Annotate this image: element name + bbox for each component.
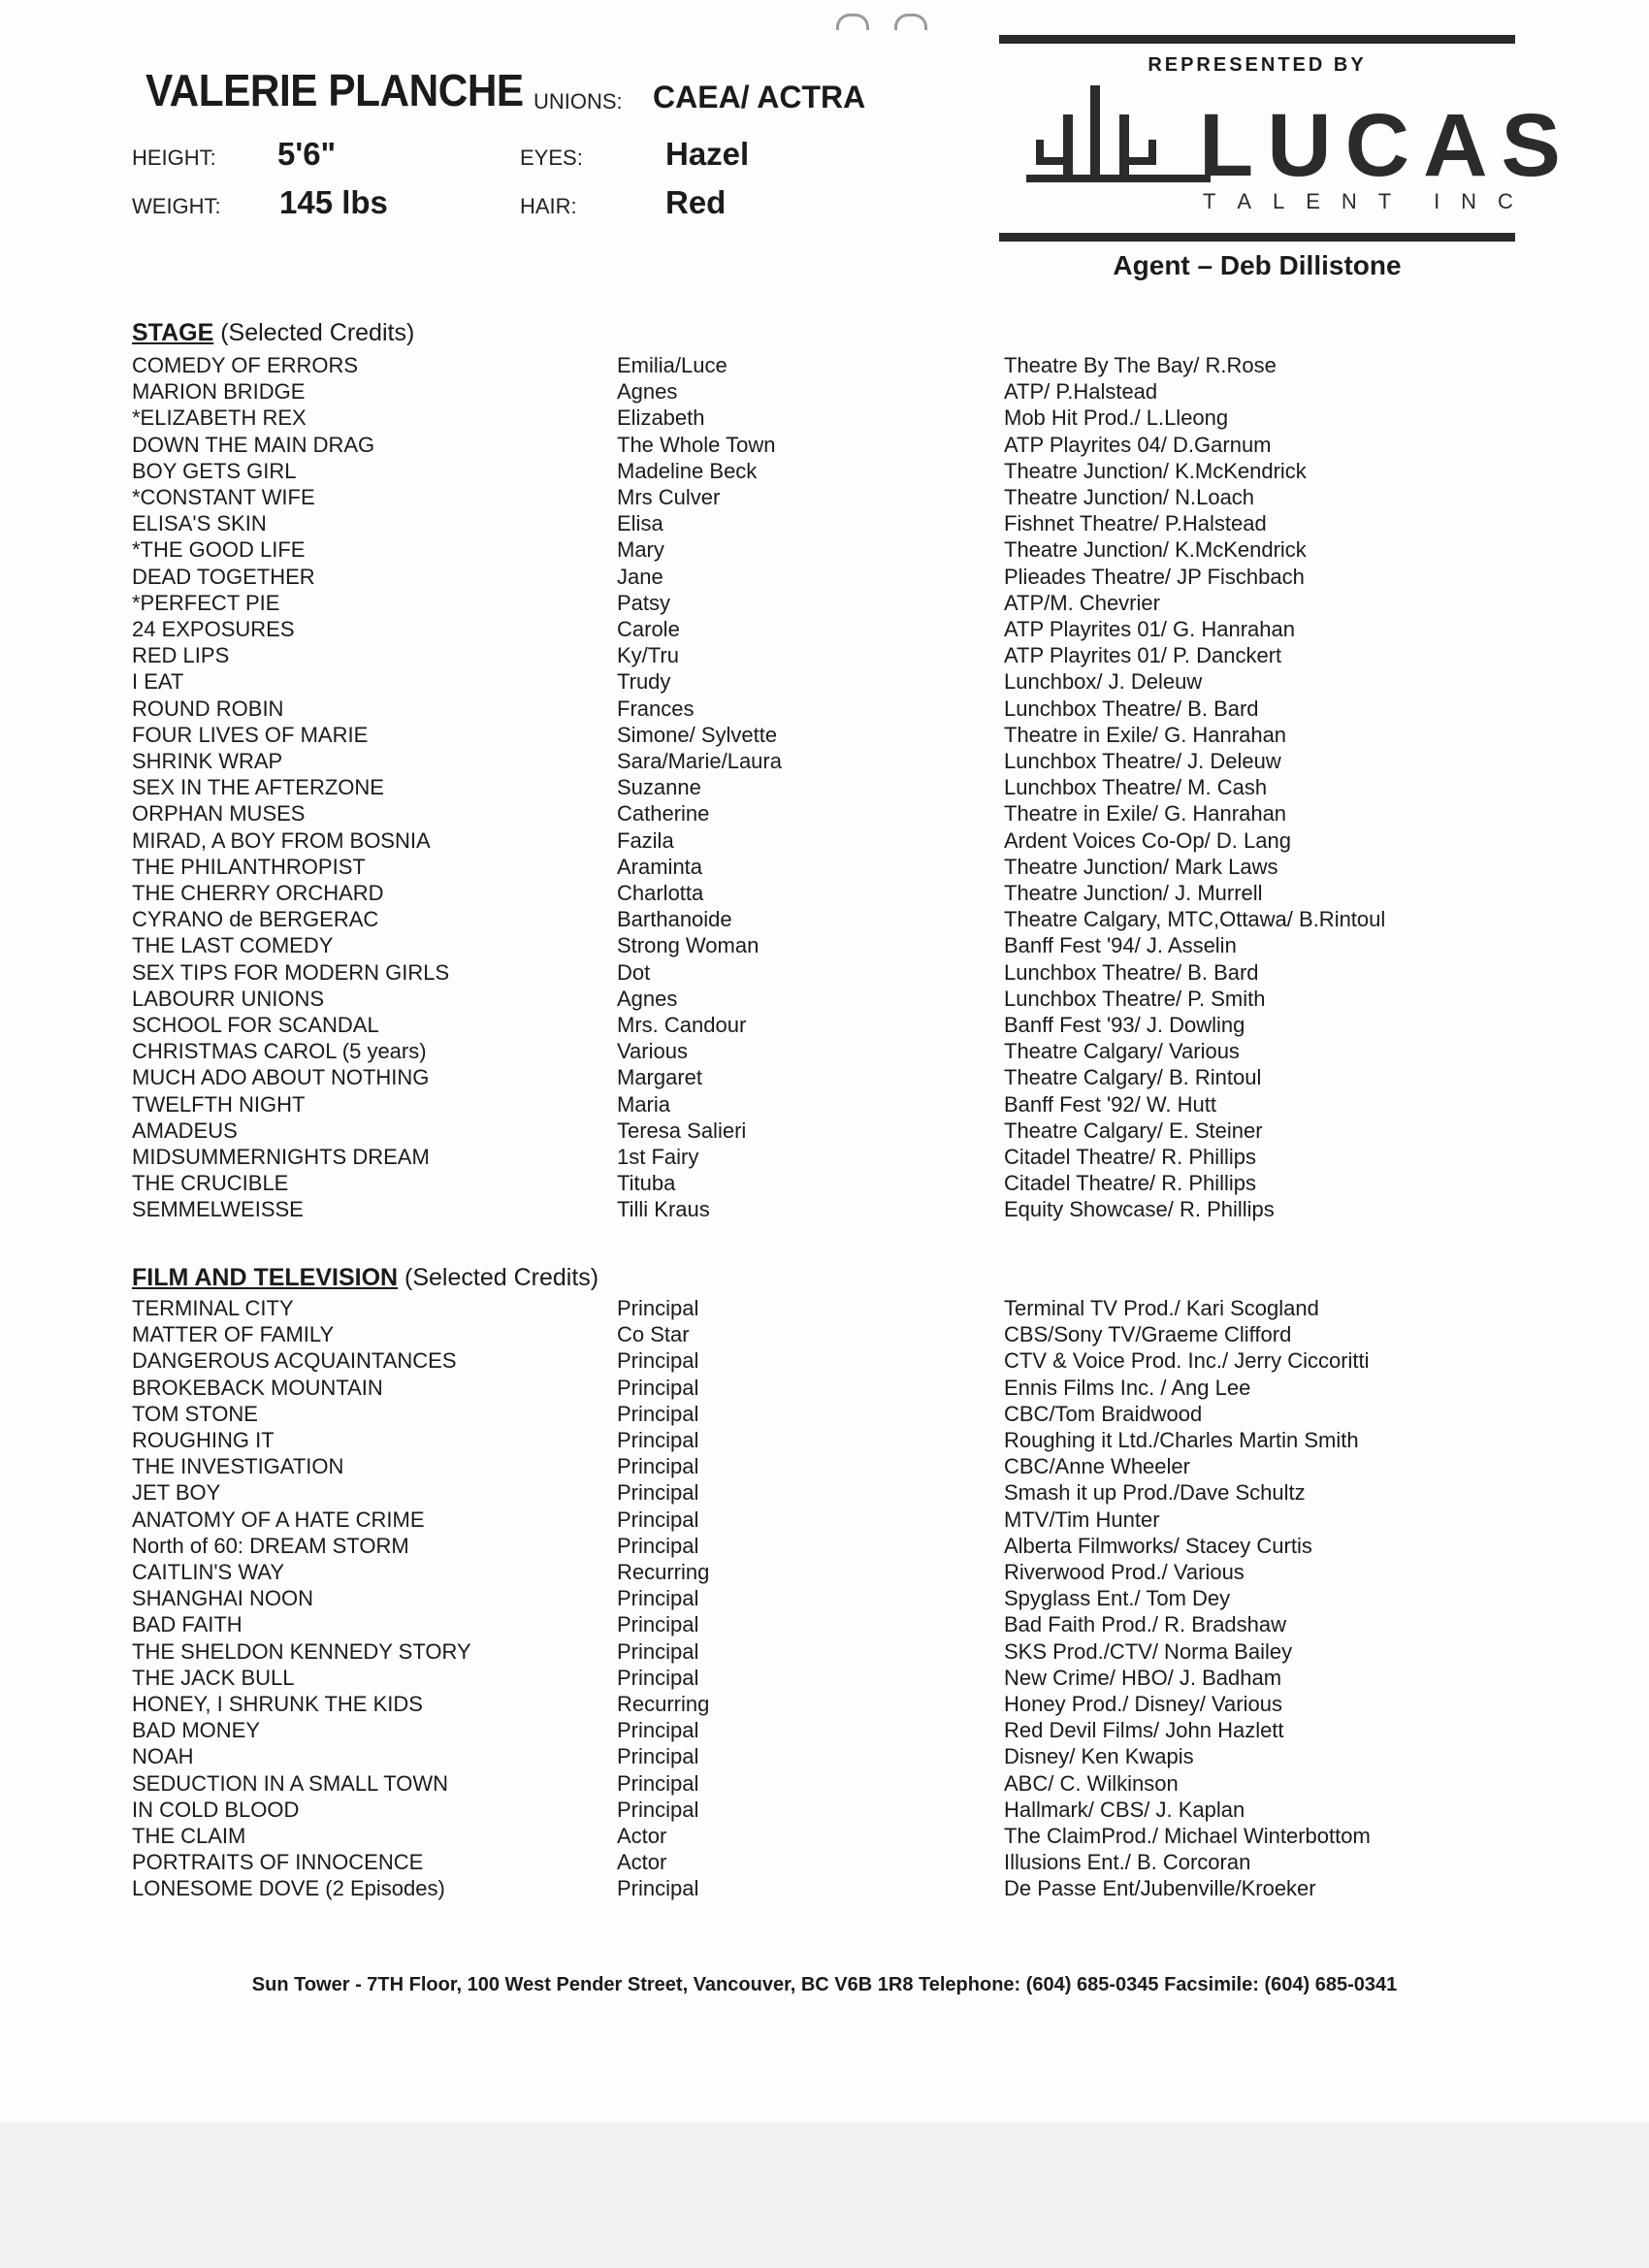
credit-role: 1st Fairy	[617, 1145, 699, 1169]
credit-row	[0, 828, 1649, 855]
credit-role: Principal	[617, 1533, 699, 1558]
eyes-value: Hazel	[665, 136, 750, 172]
credit-company: Fishnet Theatre/ P.Halstead	[1004, 511, 1267, 536]
credit-row	[0, 617, 1649, 643]
credit-row	[0, 1348, 1649, 1375]
credit-role: Principal	[617, 1665, 699, 1690]
credit-row	[0, 801, 1649, 827]
credit-row	[0, 1798, 1649, 1824]
credit-company: New Crime/ HBO/ J. Badham	[1004, 1665, 1282, 1690]
credit-company: Theatre Calgary, MTC,Ottawa/ B.Rintoul	[1004, 907, 1386, 932]
credit-title: HONEY, I SHRUNK THE KIDS	[132, 1692, 423, 1716]
credit-company: Honey Prod./ Disney/ Various	[1004, 1692, 1282, 1716]
credit-row	[0, 379, 1649, 405]
scan-bottom-edge	[0, 2122, 1649, 2268]
credit-role: The Whole Town	[617, 432, 776, 457]
credit-role: Frances	[617, 696, 695, 721]
credit-title: SCHOOL FOR SCANDAL	[132, 1013, 379, 1037]
credit-company: De Passe Ent/Jubenville/Kroeker	[1004, 1876, 1316, 1901]
credit-company: Theatre Calgary/ B. Rintoul	[1004, 1065, 1262, 1090]
actor-name: VALERIE PLANCHE	[146, 65, 524, 115]
credit-row	[0, 433, 1649, 459]
credit-company: MTV/Tim Hunter	[1004, 1507, 1160, 1532]
credit-row	[0, 1666, 1649, 1692]
credit-title: CYRANO de BERGERAC	[132, 907, 379, 932]
credit-title: ELISA'S SKIN	[132, 511, 267, 536]
credit-company: Theatre Calgary/ E. Steiner	[1004, 1118, 1263, 1143]
credit-role: Principal	[617, 1612, 699, 1637]
credit-row	[0, 643, 1649, 669]
credit-company: The ClaimProd./ Michael Winterbottom	[1004, 1824, 1371, 1848]
credit-title: SEX TIPS FOR MODERN GIRLS	[132, 959, 450, 985]
credit-role: Agnes	[617, 379, 678, 405]
credit-role: Madeline Beck	[617, 458, 758, 483]
credit-company: Citadel Theatre/ R. Phillips	[1004, 1171, 1257, 1196]
credit-title: 24 EXPOSURES	[132, 617, 295, 641]
credit-title: ANATOMY OF A HATE CRIME	[132, 1507, 425, 1532]
credit-row	[0, 1402, 1649, 1428]
credit-row	[0, 1013, 1649, 1039]
stage-heading: STAGE	[132, 319, 214, 346]
eyes-label: EYES:	[520, 146, 583, 170]
credit-row	[0, 1480, 1649, 1507]
credit-row	[0, 1065, 1649, 1091]
credit-row	[0, 353, 1649, 379]
credit-company: Lunchbox Theatre/ J. Deleuw	[1004, 749, 1281, 773]
credit-row	[0, 1118, 1649, 1145]
credit-company: Theatre By The Bay/ R.Rose	[1004, 353, 1277, 377]
credit-company: Theatre Junction/ N.Loach	[1004, 485, 1255, 509]
credit-role: Principal	[617, 1348, 699, 1374]
credit-company: Lunchbox Theatre/ B. Bard	[1004, 959, 1259, 985]
credit-title: CHRISTMAS CAROL (5 years)	[132, 1039, 427, 1064]
credit-company: ATP Playrites 01/ P. Danckert	[1004, 643, 1282, 668]
credit-row	[0, 1560, 1649, 1586]
credit-role: Araminta	[617, 854, 703, 879]
unions-label: UNIONS:	[534, 89, 623, 113]
credit-role: Various	[617, 1039, 688, 1064]
film-subheading: (Selected Credits)	[398, 1264, 599, 1291]
credit-role: Principal	[617, 1375, 699, 1400]
credit-role: Strong Woman	[617, 933, 760, 958]
credit-title: I EAT	[132, 669, 184, 695]
credit-company: Theatre Calgary/ Various	[1004, 1039, 1240, 1064]
credit-company: Theatre Junction/ J. Murrell	[1004, 881, 1263, 905]
credit-title: ORPHAN MUSES	[132, 801, 306, 826]
credit-title: BOY GETS GIRL	[132, 458, 297, 483]
credit-role: Mrs Culver	[617, 485, 721, 509]
credit-company: CBS/Sony TV/Graeme Clifford	[1004, 1322, 1292, 1347]
credit-role: Teresa Salieri	[617, 1118, 747, 1143]
credit-role: Principal	[617, 1480, 699, 1506]
credit-title: BAD FAITH	[132, 1612, 242, 1637]
credit-role: Tituba	[617, 1171, 676, 1196]
agency-address-footer: Sun Tower - 7TH Floor, 100 West Pender Street, Vancouver, BC V6B 1R8 Telephone: (604) 685-0345 Facsimile: (604) 685-0341	[251, 1974, 1398, 1995]
credit-row	[0, 1824, 1649, 1850]
credit-title: BAD MONEY	[132, 1718, 261, 1743]
credit-title: AMADEUS	[132, 1118, 238, 1143]
credit-title: COMEDY OF ERRORS	[132, 353, 359, 377]
credit-company: Equity Showcase/ R. Phillips	[1004, 1197, 1275, 1222]
credit-company: CBC/Anne Wheeler	[1004, 1454, 1190, 1479]
credit-title: THE INVESTIGATION	[132, 1454, 344, 1479]
lucas-logo-mark-icon	[1026, 85, 1211, 194]
credit-row	[0, 1454, 1649, 1480]
credit-company: Theatre Junction/ Mark Laws	[1004, 854, 1278, 879]
credit-row	[0, 485, 1649, 511]
credit-role: Trudy	[617, 669, 671, 695]
credit-title: MATTER OF FAMILY	[132, 1322, 335, 1347]
credit-company: SKS Prod./CTV/ Norma Bailey	[1004, 1638, 1293, 1664]
unions-value: CAEA/ ACTRA	[653, 80, 866, 114]
credit-title: NOAH	[132, 1744, 194, 1769]
credit-company: CBC/Tom Braidwood	[1004, 1401, 1203, 1426]
credit-row	[0, 669, 1649, 696]
credit-row	[0, 1586, 1649, 1612]
weight-label: WEIGHT:	[132, 194, 221, 218]
credit-title: PORTRAITS OF INNOCENCE	[132, 1850, 424, 1875]
credit-title: THE CHERRY ORCHARD	[132, 881, 384, 905]
credit-company: Theatre Junction/ K.McKendrick	[1004, 458, 1307, 483]
credit-role: Suzanne	[617, 775, 701, 800]
credit-row	[0, 1039, 1649, 1065]
represented-by-label: REPRESENTED BY	[1148, 54, 1367, 76]
credit-title: TERMINAL CITY	[132, 1296, 294, 1320]
talent-inc-label: T A L E N T I N C	[1203, 189, 1513, 213]
credit-title: MUCH ADO ABOUT NOTHING	[132, 1065, 430, 1090]
credit-title: SHRINK WRAP	[132, 749, 283, 773]
credit-company: Red Devil Films/ John Hazlett	[1004, 1718, 1284, 1743]
credit-row	[0, 881, 1649, 907]
credit-row	[0, 537, 1649, 564]
credit-title: North of 60: DREAM STORM	[132, 1533, 409, 1558]
credit-company: Riverwood Prod./ Various	[1004, 1560, 1245, 1584]
credit-company: Ardent Voices Co-Op/ D. Lang	[1004, 827, 1291, 853]
credit-company: Lunchbox Theatre/ B. Bard	[1004, 696, 1259, 721]
staple-mark	[836, 14, 869, 30]
credit-role: Recurring	[617, 1560, 710, 1584]
credit-row	[0, 405, 1649, 432]
credit-role: Principal	[617, 1507, 699, 1532]
credit-row	[0, 723, 1649, 749]
film-heading: FILM AND TELEVISION	[132, 1264, 399, 1291]
credit-row	[0, 1145, 1649, 1171]
credit-role: Actor	[617, 1850, 667, 1875]
credit-title: THE CLAIM	[132, 1824, 246, 1848]
credit-title: LONESOME DOVE (2 Episodes)	[132, 1876, 445, 1901]
credit-title: DEAD TOGETHER	[132, 564, 315, 589]
credit-row	[0, 1092, 1649, 1118]
credit-role: Patsy	[617, 590, 671, 615]
credit-row	[0, 907, 1649, 933]
credit-row	[0, 775, 1649, 801]
credit-row	[0, 1876, 1649, 1902]
credit-row	[0, 1197, 1649, 1223]
credit-role: Agnes	[617, 986, 678, 1011]
credit-company: Disney/ Ken Kwapis	[1004, 1744, 1194, 1769]
credit-row	[0, 1692, 1649, 1718]
credit-title: JET BOY	[132, 1480, 221, 1506]
credit-row	[0, 459, 1649, 485]
credit-role: Ky/Tru	[617, 643, 679, 668]
credit-role: Barthanoide	[617, 907, 732, 932]
credit-title: BROKEBACK MOUNTAIN	[132, 1375, 383, 1400]
height-value: 5'6"	[277, 136, 337, 172]
credit-company: Terminal TV Prod./ Kari Scogland	[1004, 1296, 1319, 1320]
credit-role: Co Star	[617, 1322, 690, 1347]
lucas-logo-word: LUCAS	[1199, 96, 1574, 195]
credit-title: SEDUCTION IN A SMALL TOWN	[132, 1770, 448, 1796]
credit-company: Illusions Ent./ B. Corcoran	[1004, 1850, 1251, 1875]
credit-company: Lunchbox/ J. Deleuw	[1004, 669, 1203, 695]
credit-title: *THE GOOD LIFE	[132, 537, 306, 563]
credit-row	[0, 1850, 1649, 1876]
credit-company: Banff Fest '94/ J. Asselin	[1004, 933, 1237, 958]
credit-title: TOM STONE	[132, 1401, 258, 1426]
credit-row	[0, 697, 1649, 723]
credit-title: THE PHILANTHROPIST	[132, 854, 366, 879]
staple-mark	[894, 14, 927, 30]
credit-role: Maria	[617, 1091, 671, 1117]
credit-company: Hallmark/ CBS/ J. Kaplan	[1004, 1797, 1245, 1822]
credit-title: MARION BRIDGE	[132, 379, 306, 405]
credit-title: *ELIZABETH REX	[132, 405, 307, 431]
credit-company: Theatre in Exile/ G. Hanrahan	[1004, 722, 1287, 747]
credit-row	[0, 1322, 1649, 1348]
credit-company: ATP/ P.Halstead	[1004, 379, 1158, 405]
credit-title: THE CRUCIBLE	[132, 1171, 289, 1196]
credit-row	[0, 1376, 1649, 1402]
credit-title: *CONSTANT WIFE	[132, 485, 315, 509]
credit-row	[0, 511, 1649, 537]
credit-role: Principal	[617, 1797, 699, 1822]
credit-company: Bad Faith Prod./ R. Bradshaw	[1004, 1612, 1287, 1637]
credit-role: Principal	[617, 1718, 699, 1743]
credit-company: ATP Playrites 04/ D.Garnum	[1004, 432, 1272, 457]
credit-company: Lunchbox Theatre/ P. Smith	[1004, 986, 1266, 1011]
credit-row	[0, 565, 1649, 591]
credit-role: Principal	[617, 1454, 699, 1479]
credit-row	[0, 1507, 1649, 1534]
credit-role: Emilia/Luce	[617, 353, 728, 377]
credit-role: Mary	[617, 537, 664, 563]
credit-company: ATP Playrites 01/ G. Hanrahan	[1004, 617, 1295, 641]
credit-company: Plieades Theatre/ JP Fischbach	[1004, 564, 1305, 589]
credit-title: ROUGHING IT	[132, 1428, 275, 1452]
credit-title: DANGEROUS ACQUAINTANCES	[132, 1348, 457, 1374]
credit-row	[0, 1171, 1649, 1197]
credit-title: SHANGHAI NOON	[132, 1586, 314, 1611]
credit-role: Simone/ Sylvette	[617, 722, 778, 747]
credit-title: CAITLIN'S WAY	[132, 1560, 284, 1584]
credit-role: Principal	[617, 1770, 699, 1796]
credit-company: Roughing it Ltd./Charles Martin Smith	[1004, 1428, 1359, 1452]
credit-role: Principal	[617, 1586, 699, 1611]
credit-role: Mrs. Candour	[617, 1013, 747, 1037]
hair-value: Red	[665, 184, 727, 220]
credit-row	[0, 1296, 1649, 1322]
weight-value: 145 lbs	[279, 184, 388, 220]
hair-label: HAIR:	[520, 194, 577, 218]
credit-role: Principal	[617, 1638, 699, 1664]
credit-role: Dot	[617, 959, 651, 985]
credit-title: ROUND ROBIN	[132, 696, 284, 721]
credit-title: THE JACK BULL	[132, 1665, 295, 1690]
credit-role: Principal	[617, 1401, 699, 1426]
credit-role: Principal	[617, 1296, 699, 1320]
credit-role: Elisa	[617, 511, 663, 536]
credit-company: CTV & Voice Prod. Inc./ Jerry Ciccoritti	[1004, 1348, 1370, 1374]
credit-title: *PERFECT PIE	[132, 590, 280, 615]
credit-title: LABOURR UNIONS	[132, 986, 325, 1011]
agency-rule-top	[999, 35, 1515, 44]
credit-company: ABC/ C. Wilkinson	[1004, 1770, 1179, 1796]
credit-row	[0, 960, 1649, 987]
credit-title: MIRAD, A BOY FROM BOSNIA	[132, 827, 431, 853]
credit-role: Tilli Kraus	[617, 1197, 710, 1222]
credit-role: Margaret	[617, 1065, 703, 1090]
credit-row	[0, 1612, 1649, 1638]
credit-company: Ennis Films Inc. / Ang Lee	[1004, 1375, 1251, 1400]
credit-row	[0, 855, 1649, 881]
film-section-title	[132, 1264, 598, 1292]
agent-name: Agent – Deb Dillistone	[1113, 250, 1402, 280]
credit-role: Principal	[617, 1876, 699, 1901]
credit-row	[0, 933, 1649, 959]
credit-company: Banff Fest '92/ W. Hutt	[1004, 1091, 1217, 1117]
credit-company: Citadel Theatre/ R. Phillips	[1004, 1145, 1257, 1169]
credit-company: Theatre in Exile/ G. Hanrahan	[1004, 801, 1287, 826]
credit-company: Alberta Filmworks/ Stacey Curtis	[1004, 1533, 1312, 1558]
credit-row	[0, 1744, 1649, 1770]
credit-title: THE SHELDON KENNEDY STORY	[132, 1638, 471, 1664]
credit-company: Banff Fest '93/ J. Dowling	[1004, 1013, 1245, 1037]
credit-row	[0, 749, 1649, 775]
credit-row	[0, 1639, 1649, 1666]
credit-role: Fazila	[617, 827, 674, 853]
credit-row	[0, 1771, 1649, 1798]
credit-company: ATP/M. Chevrier	[1004, 590, 1160, 615]
stage-subheading: (Selected Credits)	[213, 319, 415, 346]
credit-role: Actor	[617, 1824, 667, 1848]
credit-title: RED LIPS	[132, 643, 230, 668]
stage-section-title	[132, 319, 414, 347]
credit-row	[0, 1428, 1649, 1454]
credit-company: Spyglass Ent./ Tom Dey	[1004, 1586, 1231, 1611]
credit-role: Principal	[617, 1744, 699, 1769]
credit-company: Theatre Junction/ K.McKendrick	[1004, 537, 1307, 563]
credit-role: Catherine	[617, 801, 710, 826]
credit-title: SEX IN THE AFTERZONE	[132, 775, 384, 800]
credit-company: Lunchbox Theatre/ M. Cash	[1004, 775, 1268, 800]
credit-role: Recurring	[617, 1692, 710, 1716]
credit-company: Mob Hit Prod./ L.Lleong	[1004, 405, 1229, 431]
credit-title: THE LAST COMEDY	[132, 933, 334, 958]
credit-row	[0, 1718, 1649, 1744]
credit-title: IN COLD BLOOD	[132, 1797, 300, 1822]
height-label: HEIGHT:	[132, 146, 216, 170]
credit-role: Jane	[617, 564, 663, 589]
credit-title: SEMMELWEISSE	[132, 1197, 304, 1222]
credit-title: DOWN THE MAIN DRAG	[132, 432, 375, 457]
credit-role: Principal	[617, 1428, 699, 1452]
credit-company: Smash it up Prod./Dave Schultz	[1004, 1480, 1306, 1506]
credit-role: Elizabeth	[617, 405, 705, 431]
credit-row	[0, 1534, 1649, 1560]
credit-title: FOUR LIVES OF MARIE	[132, 722, 369, 747]
credit-row	[0, 987, 1649, 1013]
credit-role: Charlotta	[617, 881, 704, 905]
credit-title: TWELFTH NIGHT	[132, 1091, 306, 1117]
credit-role: Sara/Marie/Laura	[617, 749, 782, 773]
credit-role: Carole	[617, 617, 680, 641]
credit-row	[0, 591, 1649, 617]
agency-rule-bottom	[999, 233, 1515, 242]
credit-title: MIDSUMMERNIGHTS DREAM	[132, 1145, 430, 1169]
